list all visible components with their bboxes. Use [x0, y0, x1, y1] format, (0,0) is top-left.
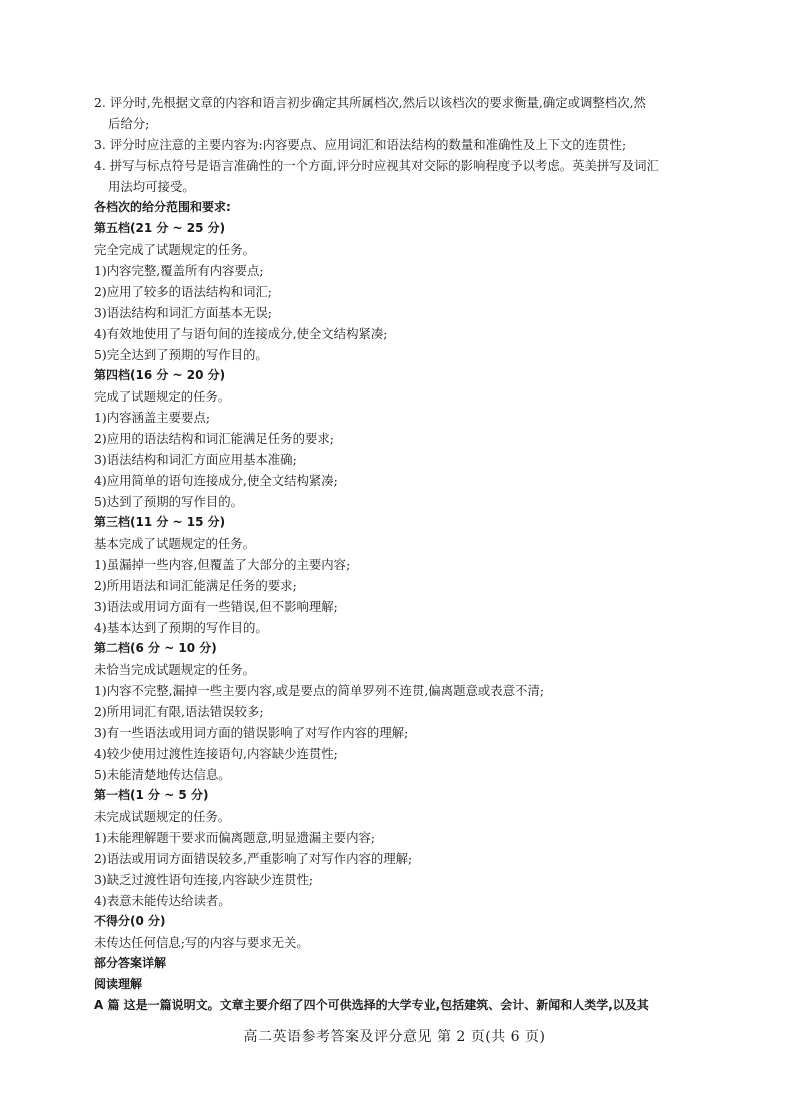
band-title: 第二档(6 分 ~ 10 分)	[94, 641, 217, 655]
scoring-note	[94, 155, 704, 197]
reading-heading: 阅读理解	[94, 977, 143, 991]
band-summary: 未传达任何信息;写的内容与要求无关。	[94, 935, 309, 950]
band-summary: 未恰当完成试题规定的任务。	[94, 662, 256, 677]
scoring-note-continuation: 后给分;	[108, 116, 150, 131]
score-band	[94, 785, 704, 911]
score-band	[94, 218, 704, 365]
band-summary: 未完成试题规定的任务。	[94, 809, 231, 824]
score-band	[94, 911, 704, 953]
band-criterion: 1)内容不完整,漏掉一些主要内容,或是要点的简单罗列不连贯,偏离题意或表意不清;	[94, 683, 544, 698]
band-criterion: 3)语法结构和词汇方面基本无误;	[94, 305, 272, 320]
band-criterion: 5)完全达到了预期的写作目的。	[94, 347, 268, 362]
band-criterion: 3)语法结构和词汇方面应用基本准确;	[94, 452, 297, 467]
band-criterion: 4)基本达到了预期的写作目的。	[94, 620, 268, 635]
band-criterion: 2)所用语法和词汇能满足任务的要求;	[94, 578, 297, 593]
band-title: 第四档(16 分 ~ 20 分)	[94, 368, 226, 382]
band-criterion: 2)应用的语法结构和词汇能满足任务的要求;	[94, 431, 334, 446]
band-criterion: 2)语法或用词方面错误较多,严重影响了对写作内容的理解;	[94, 851, 413, 866]
band-criterion: 5)未能清楚地传达信息。	[94, 767, 231, 782]
band-criterion: 4)表意未能传达给读者。	[94, 893, 231, 908]
scoring-note	[94, 134, 704, 155]
passage-a-summary: A 篇 这是一篇说明文。文章主要介绍了四个可供选择的大学专业,包括建筑、会计、新闻和人类学,以及其	[94, 998, 649, 1012]
answers-heading: 部分答案详解	[94, 956, 167, 970]
scoring-note-text: 2. 评分时,先根据文章的内容和语言初步确定其所属档次,然后以该档次的要求衡量,确定或调整档次,然	[94, 95, 646, 110]
band-criterion: 3)有一些语法或用词方面的错误影响了对写作内容的理解;	[94, 725, 409, 740]
scoring-notes	[94, 92, 704, 197]
band-criterion: 1)内容完整,覆盖所有内容要点;	[94, 263, 264, 278]
band-criterion: 4)应用简单的语句连接成分,使全文结构紧凑;	[94, 473, 338, 488]
bands-heading: 各档次的给分范围和要求:	[94, 200, 231, 214]
band-summary: 完全完成了试题规定的任务。	[94, 242, 256, 257]
band-criterion: 4)有效地使用了与语句间的连接成分,使全文结构紧凑;	[94, 326, 388, 341]
score-bands	[94, 218, 704, 953]
scoring-note-text: 3. 评分时应注意的主要内容为:内容要点、应用词汇和语法结构的数量和准确性及上下文的连贯性;	[94, 137, 627, 152]
band-title: 第三档(11 分 ~ 15 分)	[94, 515, 226, 529]
score-band	[94, 512, 704, 638]
scoring-note	[94, 92, 704, 134]
band-criterion: 1)虽漏掉一些内容,但覆盖了大部分的主要内容;	[94, 557, 351, 572]
scoring-note-text: 4. 拼写与标点符号是语言准确性的一个方面,评分时应视其对交际的影响程度予以考虑。英美拼写及词汇	[94, 158, 659, 173]
band-criterion: 3)缺乏过渡性语句连接,内容缺少连贯性;	[94, 872, 314, 887]
band-title: 不得分(0 分)	[94, 914, 166, 928]
page-footer: 高二英语参考答案及评分意见 第 2 页(共 6 页)	[243, 1029, 546, 1045]
band-title: 第五档(21 分 ~ 25 分)	[94, 221, 226, 235]
band-criterion: 2)所用词汇有限,语法错误较多;	[94, 704, 264, 719]
score-band	[94, 365, 704, 512]
scoring-note-continuation: 用法均可接受。	[108, 179, 195, 194]
band-criterion: 2)应用了较多的语法结构和词汇;	[94, 284, 272, 299]
band-criterion: 3)语法或用词方面有一些错误,但不影响理解;	[94, 599, 338, 614]
band-criterion: 1)未能理解题干要求而偏离题意,明显遗漏主要内容;	[94, 830, 376, 845]
score-band	[94, 638, 704, 785]
document-body	[94, 92, 704, 1016]
band-criterion: 5)达到了预期的写作目的。	[94, 494, 244, 509]
band-summary: 完成了试题规定的任务。	[94, 389, 231, 404]
band-criterion: 4)较少使用过渡性连接语句,内容缺少连贯性;	[94, 746, 338, 761]
band-title: 第一档(1 分 ~ 5 分)	[94, 788, 209, 802]
band-criterion: 1)内容涵盖主要要点;	[94, 410, 211, 425]
band-summary: 基本完成了试题规定的任务。	[94, 536, 256, 551]
